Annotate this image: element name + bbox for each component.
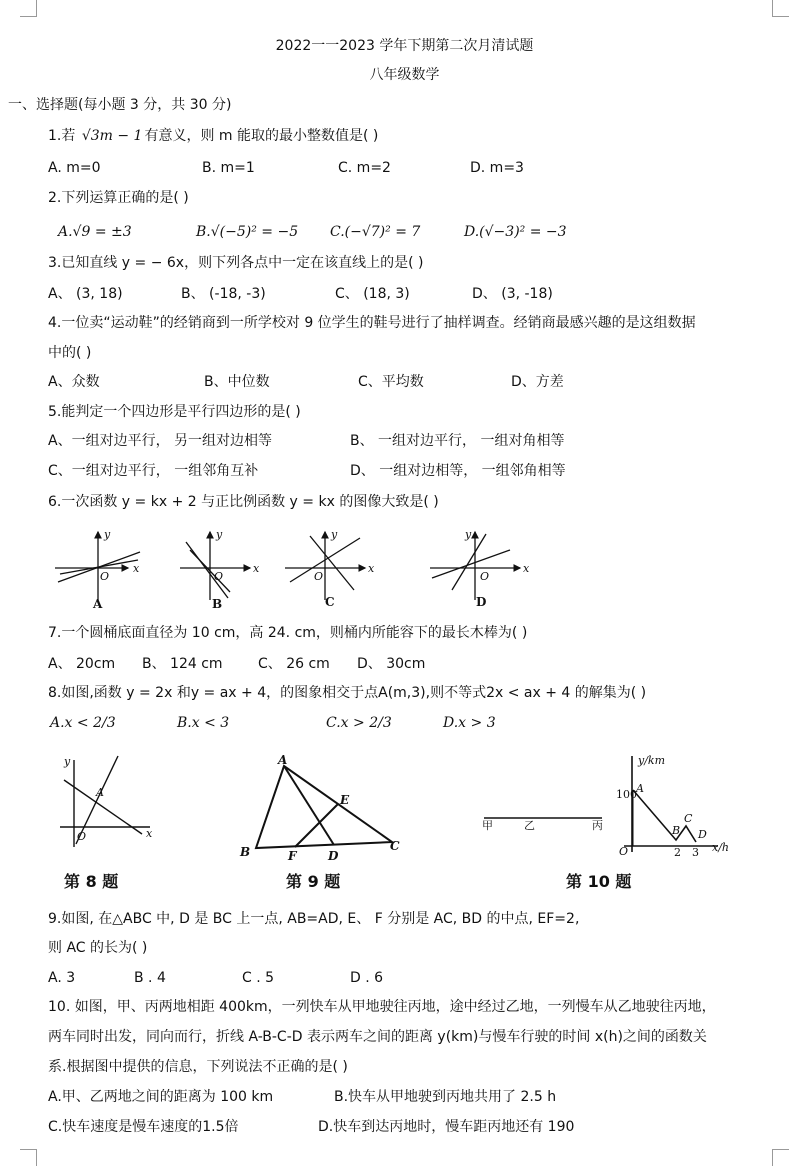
q9-option-c: C . 5: [242, 970, 275, 986]
graph-d-y-label: y: [465, 528, 472, 541]
q10-option-a: A.甲、乙两地之间的距离为 100 km: [48, 1089, 274, 1105]
fig8-y-label: y: [64, 755, 71, 768]
q2-option-c: C.(−√7)² = 7: [330, 224, 421, 240]
fig8-x-label: x: [146, 827, 153, 840]
graph-c-origin: O: [314, 570, 324, 583]
q2-stem: 2.下列运算正确的是( ): [48, 190, 189, 206]
q7-option-d: D、 30cm: [357, 656, 426, 672]
fig10-tick-2: 2: [674, 846, 681, 858]
q6-graphs: [40, 520, 540, 615]
graph-c-x-label: x: [368, 562, 375, 575]
fig10-label-bing: 丙: [592, 819, 603, 832]
q1-option-d: D. m=3: [470, 160, 524, 176]
fig10-caption: 第 10 题: [566, 872, 632, 891]
q5-option-b: B、 一组对边平行， 一组对角相等: [350, 433, 565, 449]
graph-b-origin: O: [214, 570, 224, 583]
q5-option-d: D、 一组对边相等， 一组邻角相等: [350, 463, 566, 479]
q8-option-d: D.x > 3: [443, 715, 496, 731]
graph-d-line-1: [432, 550, 510, 578]
q1-stem: [48, 127, 378, 145]
q7-option-b: B、 124 cm: [142, 656, 223, 672]
figure-9: [236, 752, 406, 864]
graph-a-line-2: [60, 560, 138, 574]
q10-stem-line2: 两车同时出发，同向而行，折线 A-B-C-D 表示两车之间的距离 y(km)与慢车行驶的时间 x(h)之间的函数关: [48, 1029, 707, 1045]
fig10-point-d: D: [698, 828, 707, 841]
fig9-label-f: F: [288, 849, 297, 863]
figure-10: [476, 752, 766, 858]
q5-stem: 5.能判定一个四边形是平行四边形的是( ): [48, 404, 301, 420]
fig8-point-a: A: [96, 786, 104, 799]
q8-option-c: C.x > 2/3: [326, 715, 392, 731]
q4-option-d: D、方差: [511, 374, 564, 390]
graph-c-label: C: [325, 595, 335, 609]
q8-option-b: B.x < 3: [177, 715, 230, 731]
fig10-tick-3: 3: [692, 846, 699, 858]
q5-option-a: A、一组对边平行， 另一组对边相等: [48, 433, 273, 449]
exam-title: 2022一一2023 学年下期第二次月清试题: [275, 38, 534, 54]
q10-stem-line1: 10. 如图，甲、丙两地相距 400km，一列快车从甲地驶往丙地，途中经过乙地，一列慢车从乙地驶往丙地，: [48, 999, 716, 1015]
q4-option-c: C、平均数: [358, 374, 424, 390]
section-heading: 一、选择题(每小题 3 分，共 30 分): [8, 97, 232, 113]
q7-stem: 7.一个圆桶底面直径为 10 cm，高 24. cm，则桶内所能容下的最长木棒为( ): [48, 625, 528, 641]
q1-radical: √3m − 1: [81, 128, 143, 144]
fig9-label-d: D: [328, 849, 339, 863]
q3-option-a: A、 (3, 18): [48, 286, 123, 302]
q7-option-a: A、 20cm: [48, 656, 116, 672]
q9-stem-line1: 9.如图, 在△ABC 中, D 是 BC 上一点, AB=AD, E、 F 分别是 AC, BD 的中点, EF=2,: [48, 911, 580, 927]
q4-option-b: B、中位数: [204, 374, 270, 390]
q1-stem-post: 有意义，则 m 能取的最小整数值是( ): [144, 128, 379, 144]
q8-option-a: A.x < 2/3: [50, 715, 116, 731]
graph-a-origin: O: [100, 570, 110, 583]
fig10-origin: O: [619, 845, 629, 858]
q4-option-a: A、众数: [48, 374, 100, 390]
q1-option-b: B. m=1: [202, 160, 255, 176]
q2-option-d: D.(√−3)² = −3: [464, 224, 567, 240]
q3-stem: 3.已知直线 y = − 6x，则下列各点中一定在该直线上的是( ): [48, 255, 424, 271]
q5-option-c: C、一组对边平行， 一组邻角互补: [48, 463, 259, 479]
q10-option-d: D.快车到达丙地时，慢车距丙地还有 190: [318, 1119, 575, 1135]
q3-option-b: B、 (-18, -3): [181, 286, 266, 302]
corner-mark-top-right: [772, 0, 789, 17]
fig10-tick-100: 100: [616, 788, 637, 801]
fig9-label-a: A: [278, 753, 288, 767]
fig10-label-jia: 甲: [482, 819, 493, 832]
q1-option-c: C. m=2: [338, 160, 391, 176]
fig10-label-yi: 乙: [524, 819, 535, 832]
q10-option-b: B.快车从甲地驶到丙地共用了 2.5 h: [334, 1089, 557, 1105]
corner-mark-bottom-left: [20, 1149, 37, 1166]
fig10-point-b: B: [672, 824, 681, 837]
fig9-label-e: E: [340, 793, 350, 807]
graph-d-label: D: [476, 595, 487, 609]
fig10-y-label: y/km: [638, 754, 666, 767]
corner-mark-top-left: [20, 0, 37, 17]
fig9-caption: 第 9 题: [286, 872, 341, 891]
graph-b-y-label: y: [216, 528, 223, 541]
q2-option-b: B.√(−5)² = −5: [196, 224, 299, 240]
q9-stem-line2: 则 AC 的长为( ): [48, 940, 148, 956]
q3-option-c: C、 (18, 3): [335, 286, 410, 302]
fig10-point-a: A: [636, 782, 644, 795]
q3-option-d: D、 (3, -18): [472, 286, 553, 302]
q10-option-c: C.快车速度是慢车速度的1.5倍: [48, 1119, 239, 1135]
q1-stem-pre: 1.若: [48, 128, 76, 144]
figure-8: [50, 752, 160, 852]
fig10-x-label: x/h: [712, 841, 729, 854]
fig9-label-b: B: [240, 845, 251, 859]
q10-stem-line3: 系.根据图中提供的信息，下列说法不正确的是( ): [48, 1059, 348, 1075]
graph-a-x-label: x: [133, 562, 140, 575]
exam-subtitle: 八年级数学: [369, 67, 440, 83]
graph-d-x-label: x: [523, 562, 530, 575]
q8-stem: 8.如图,函数 y = 2x 和y = ax + 4，的图象相交于点A(m,3),则不等式2x < ax + 4 的解集为( ): [48, 685, 647, 701]
fig9-triangle-abc: [256, 766, 392, 848]
graph-b-label: B: [212, 597, 223, 611]
q1-option-a: A. m=0: [48, 160, 101, 176]
graph-b-x-label: x: [253, 562, 260, 575]
q9-option-a: A. 3: [48, 970, 76, 986]
graph-c-y-label: y: [331, 528, 338, 541]
graph-d-origin: O: [480, 570, 490, 583]
q7-option-c: C、 26 cm: [258, 656, 330, 672]
corner-mark-bottom-right: [772, 1149, 789, 1166]
graph-a-y-label: y: [104, 528, 111, 541]
q9-option-d: D . 6: [350, 970, 384, 986]
fig9-label-c: C: [390, 839, 400, 853]
fig8-caption: 第 8 题: [64, 872, 119, 891]
q9-option-b: B . 4: [134, 970, 166, 986]
q4-stem-line2: 中的( ): [48, 345, 92, 361]
q2-option-a: A.√9 = ±3: [58, 224, 132, 240]
q4-stem-line1: 4.一位卖“运动鞋”的经销商到一所学校对 9 位学生的鞋号进行了抽样调查。经销商最感兴趣的是这组数据: [48, 315, 696, 331]
q6-stem: 6.一次函数 y = kx + 2 与正比例函数 y = kx 的图像大致是( ): [48, 494, 439, 510]
fig10-point-c: C: [684, 812, 693, 825]
fig8-origin: O: [77, 830, 87, 843]
graph-a-label: A: [93, 597, 103, 611]
